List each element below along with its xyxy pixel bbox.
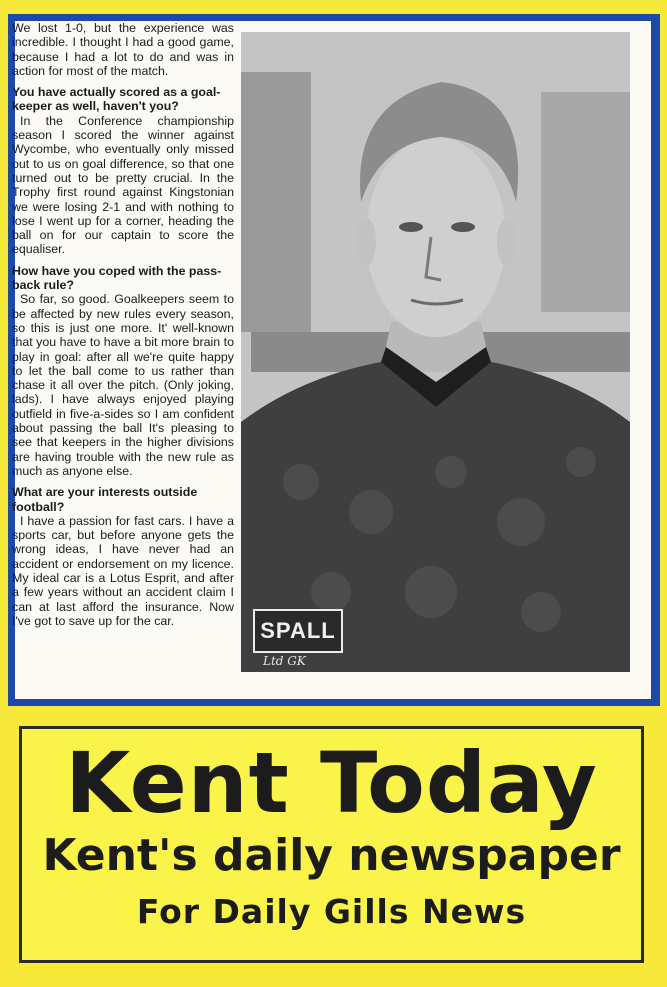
sponsor-subtext: Ltd GK: [263, 654, 306, 668]
answer-3: I have a passion for fast cars. I have a sports car, but before anyone gets the wrong ideas, I have never had an accident or endorsement on my licence. My ideal car is a Lotus Esprit, and after a few years without an accident claim I can at last afford the insurance. Now I've got to save up for the car.: [12, 513, 234, 628]
kent-today-advert: [19, 726, 644, 963]
article-intro: We lost 1-0, but the experience was incredible. I thought I had a good game, because I had a lot to do and was in action for most of the match.: [12, 21, 234, 78]
sponsor-logo: SPALL: [253, 609, 343, 653]
answer-2: So far, so good. Goalkeepers seem to be affected by new rules every season, so this is just one more. It' well-known that you have to have a bit more brain to play in goal: after all we're quite happy to let the ball come to us rather than chase it all over the pitch. (Only joking, lads). I have always enjoyed playing outfield in five-a-sides so I am confident about passing the ball It's pleasing to see that keepers in the higher divisions are having trouble with the new rule as much as anyone else.: [12, 292, 234, 478]
advert-title: Kent Today: [65, 734, 598, 832]
player-photo: [241, 32, 630, 672]
question-1: You have actually scored as a goal-keeper as well, haven't you?: [12, 85, 221, 114]
interview-article: [12, 21, 234, 628]
advert-subtitle: Kent's daily newspaper: [42, 830, 621, 881]
answer-1: In the Conference championship season I scored the winner against Wycombe, who eventually only missed out to us on goal difference, so that one turned out to be pretty crucial. In the Trophy first round against Kingstonian we were losing 2-1 and with nothing to lose I went up for a corner, heading the ball on for our captain to score the equaliser.: [12, 113, 234, 257]
player-portrait: [241, 32, 630, 672]
question-3: What are your interests outside football?: [12, 485, 198, 514]
question-2: How have you coped with the pass-back rule?: [12, 263, 222, 293]
advert-tagline: For Daily Gills News: [136, 892, 527, 931]
club-crest: [495, 596, 630, 672]
